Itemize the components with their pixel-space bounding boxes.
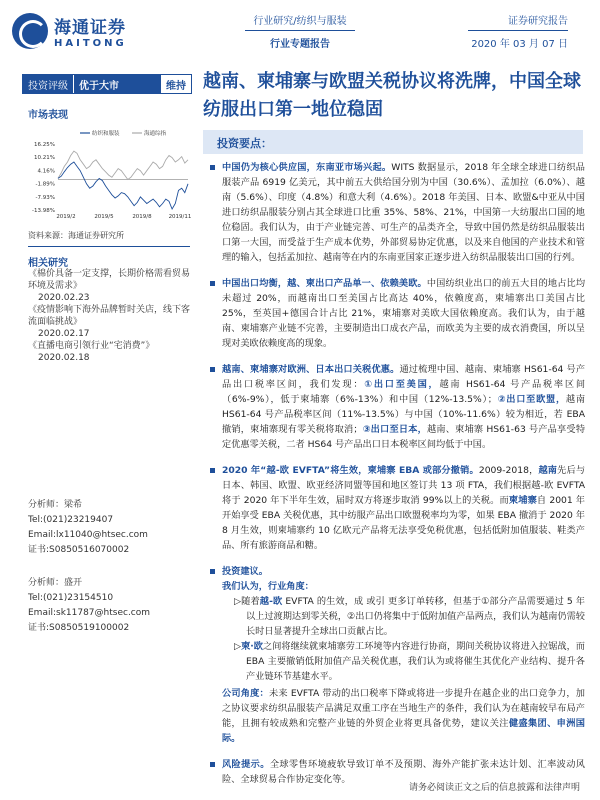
advice-item: [222, 639, 585, 684]
analyst-name: 分析师：梁希: [28, 500, 83, 510]
point-emph: 越-欧: [259, 596, 283, 607]
y-tick-label: 4.16%: [37, 168, 55, 175]
analyst-email[interactable]: Email:lx11040@htsec.com: [28, 530, 148, 540]
point-core-supplier: [210, 160, 585, 265]
key-points-header: [203, 130, 583, 154]
point-lead: 中国仍为核心供应国，东南亚市场兴起。: [222, 162, 392, 173]
x-tick-label: 2019/2: [56, 214, 76, 220]
chart-source: 资料来源：海通证券研究所: [28, 231, 124, 240]
divider: [28, 246, 190, 247]
disclaimer-footer: 请务必阅读正文之后的信息披露和法律声明: [408, 783, 580, 793]
point-lead: 中国出口均衡，越、柬出口产品单一、依赖美欧。: [222, 278, 427, 289]
rating-label: 投资评级: [23, 75, 73, 93]
point-text: 之间将继续就柬埔寨劳工环境等内容进行协商，期间关税协议将进入拉锯战，而 EBA 主要撤销低附加值产品关税优惠，我们认为或将催生其优化产业结构、提升各产业链环节基建水平。: [246, 641, 585, 682]
point-emph: 柬·欧: [241, 641, 263, 652]
point-text: EVFTA 的生效，成 或引 更多订单转移，但基于①部分产品需要通过 5 年以上过渡期达到零关税，②出口仍将集中于低附加值产品两点，我们认为越南仍需较长时日显著提升全球出口贡献占比。: [246, 596, 585, 637]
point-lead: 2020 年“越-欧 EVFTA”将生效，柬埔寨 EBA 或部分撤销。: [222, 465, 479, 476]
related-item-title: 《疫情影响下海外品牌暂时关店，线下客流面临挑战》: [28, 305, 191, 327]
company-angle-heading: 公司角度：: [222, 688, 269, 699]
y-tick-label: 16.25%: [34, 142, 55, 148]
point-lead: 风险提示。: [222, 759, 270, 770]
point-text: 未来 EVFTA 带动的出口税率下降或将进一步提升在越企业的出口竞争力，加之协议要求纺织品服装产品满足双重工序在当地生产的条件，我们认为在越南较早布局产能，且拥有较成熟和完整产业链的外贸企业将更具备优势，建议关注: [222, 688, 585, 729]
recommended-stocks: 健盛集团、申洲国际。: [222, 718, 585, 744]
y-tick-label: -13.98%: [32, 208, 55, 214]
key-points-title: 投资要点：: [217, 137, 272, 150]
analyst-cert: 证书:S0850516070002: [28, 545, 130, 555]
report-category: 行业研究/纺织与服装: [245, 12, 355, 31]
report-date: 2020 年 03 月 07 日: [471, 39, 568, 50]
related-item-date: 2020.02.17: [38, 329, 90, 339]
analyst-tel: Tel:(021)23154510: [28, 593, 114, 603]
point-export-balance: [210, 276, 585, 351]
related-item-title: 《棉价具备一定支撑，长期价格需看贸易环境及需求》: [28, 269, 191, 291]
point-text: 中国纺织业出口的前五大目的地占比均未超过 20%，而越南出口至美国占比高达 40%，依赖度高，柬埔寨出口美国占比 25%，至英国+德国合计占比 21%，柬埔寨对美欧大国依赖度高。我们认为，由于越南、柬埔寨产业链不完善，主要制造出口成衣产品，而欧美为主要的成衣消费国，所以呈现对美欧依赖度高的现象。: [222, 278, 586, 349]
related-research-list: [28, 268, 198, 364]
report-title: 越南、柬埔寨与欧盟关税协议将洗牌，中国全球纺服出口第一地位稳固: [203, 71, 581, 120]
analyst-contacts: [28, 498, 198, 636]
point-text: 越南 HS61-64 号产品税率区间（11%-13.5%）与中国（10%-11.6%）较为相近，若 EBA 撤销，柬埔寨现有零关税将取消；: [222, 394, 586, 435]
company-angle: [222, 686, 585, 746]
related-item-date: 2020.02.23: [38, 293, 90, 303]
report-header: [0, 0, 600, 60]
point-emph: ③出口至日本，: [362, 424, 427, 435]
analyst-email[interactable]: Email:sk11787@htsec.com: [28, 608, 151, 618]
point-lead: 越南、柬埔寨对欧洲、日本出口关税优惠。: [222, 364, 400, 375]
point-tariff: [210, 362, 585, 452]
point-emph: 柬埔寨: [508, 495, 537, 506]
point-emph: ②出口至欧盟，: [496, 394, 566, 405]
point-text: 2009-2018，: [478, 465, 539, 476]
point-text: 先后与日本、韩国、欧盟、欧亚经济同盟等国和地区签订共 13 项 FTA，我们根据越-欧 EVFTA 将于 2020 年下半年生效，届时双方将逐步取消 99%以上的关税。而: [222, 465, 586, 506]
point-text: 全球零售环境疲软导致订单不及预期、海外产能扩张未达计划、汇率波动风险、全球贸易合作协定变化等。: [222, 759, 585, 785]
point-lead: 投资建议。: [222, 566, 268, 577]
point-text: 越南、柬埔寨 HS61-63 号产品享受特定优惠零关税，二者 HS64 号产品出口日本税率区间均低于中国。: [222, 424, 586, 450]
point-emph: 越南: [538, 465, 558, 476]
point-text: 自 2001 年开始享受 EBA 关税优惠，其中纺服产品出口欧盟税率均为零，如果 EBA 撤消于 2020 年 8 月生效，则柬埔寨约 10 亿欧元产品将无法享受免税优惠，包括低附加值服装、鞋类产品、所有旅游商品和糖。: [222, 495, 585, 551]
logo-en-text: HAITONG: [54, 38, 127, 49]
related-item[interactable]: [28, 268, 198, 304]
point-text: 通过梳理中国、越南、柬埔寨 HS61-64 号产品出口税率区间，我们发现：: [222, 364, 586, 390]
logo-cn-text: 海通证券: [54, 18, 126, 38]
market-heading: 市场表现: [28, 110, 68, 121]
related-item[interactable]: [28, 340, 198, 364]
haitong-logo: [12, 12, 137, 50]
doc-type: 证券研究报告: [468, 12, 568, 31]
point-evfta: [210, 463, 585, 553]
point-investment-advice: [210, 564, 585, 746]
analyst-cert: 证书:S0850519100002: [28, 623, 130, 633]
analyst-tel: Tel:(021)23219407: [28, 515, 114, 525]
haitong-logo-icon: [12, 13, 48, 49]
legend-label: 纺织和服装: [92, 131, 120, 137]
rating-value: 优于大市: [73, 75, 161, 93]
related-heading: 相关研究: [28, 258, 68, 269]
industry-angle-heading: 我们认为，行业角度：: [222, 581, 314, 592]
bullet-marker: ▷随着: [234, 596, 260, 607]
x-tick-label: 2019/5: [94, 214, 114, 220]
point-text: 越南 HS61-64 号产品税率区间（6%-9%），低于柬埔寨（6%-13%）和中国（12%-13.5%）；: [222, 379, 586, 405]
series-line: [58, 162, 188, 209]
related-item-title: 《直播电商引领行业“宅消费”》: [28, 341, 155, 351]
bullet-marker: ▷: [234, 641, 242, 652]
analyst-name: 分析师：盛开: [28, 578, 83, 588]
report-type: 行业专题报告: [270, 39, 330, 50]
related-item-date: 2020.02.18: [38, 353, 90, 363]
key-points-body: [210, 160, 585, 787]
point-emph: ①出口至美国，: [364, 379, 440, 390]
market-performance-chart: [28, 126, 193, 222]
y-tick-label: 10.21%: [34, 155, 55, 162]
x-tick-label: 2019/11: [168, 214, 192, 220]
legend-label: 海通综指: [144, 131, 167, 137]
x-tick-label: 2019/8: [132, 214, 152, 220]
y-tick-label: -7.93%: [35, 194, 55, 201]
point-text: WITS 数据显示，2018 年全球全球进口纺织品服装产品 6919 亿美元，其中前五大供给国分别为中国（30.6%）、孟加拉（6.0%）、越南（5.6%）、印度（4.8%）和意大利（4.6%）。2018 年美国、日本、欧盟&中亚从中国进口纺织品服装分别占其全球进口比重 35%、58%、21%，中国第一大纺服出口国的地位稳固。我们认为，由于产业链完善、可生产的品类齐全，导致中国仍然是纺织品服装出口第一大国，而受益于生产成本优势，外部贸易协定优惠，以及来自他国的产业技术和管理的输入，包括孟加拉、越南等在内的东南亚国家正逐步进入纺织品服装出口国的行列。: [222, 162, 585, 263]
related-item[interactable]: [28, 304, 198, 340]
investment-rating: [22, 74, 192, 94]
advice-item: [222, 594, 585, 639]
rating-hold: 维持: [161, 75, 191, 93]
y-tick-label: -1.89%: [35, 181, 55, 188]
series-line: [58, 151, 188, 179]
